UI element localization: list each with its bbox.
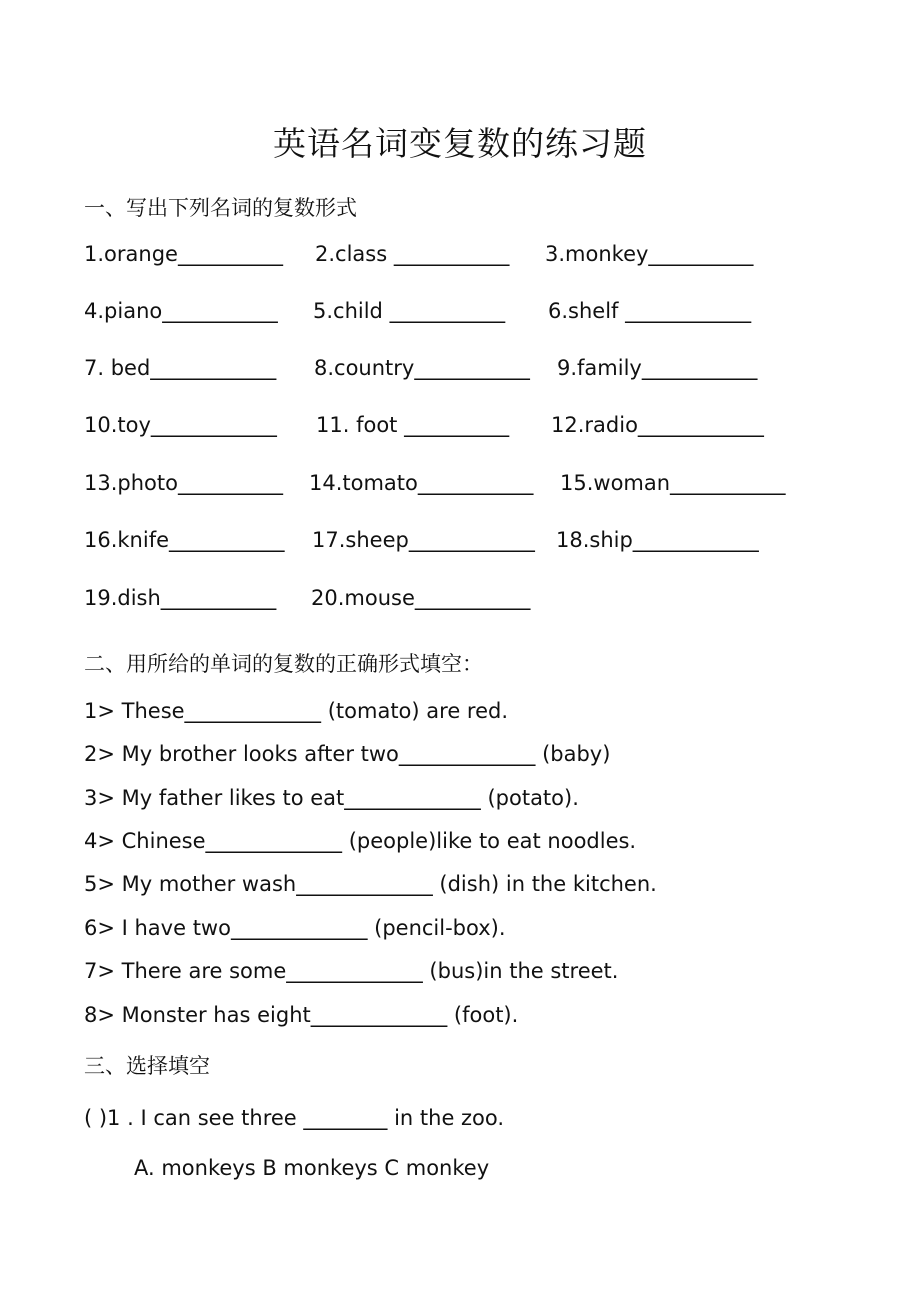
noun-item-17: 17.sheep____________ — [312, 528, 535, 552]
section2-heading: 二、用所给的单词的复数的正确形式填空： — [84, 652, 483, 676]
section3-heading: 三、选择填空 — [84, 1054, 210, 1078]
fill-sentence-6: 6> I have two_____________ (pencil-box). — [84, 916, 506, 940]
noun-item-5: 5.child ___________ — [313, 299, 506, 323]
noun-item-8: 8.country___________ — [314, 356, 530, 380]
noun-item-18: 18.ship____________ — [556, 528, 759, 552]
fill-sentence-5: 5> My mother wash_____________ (dish) in the kitchen. — [84, 872, 657, 896]
noun-item-20: 20.mouse___________ — [311, 586, 531, 610]
noun-item-1: 1.orange__________ — [84, 242, 283, 266]
noun-item-2: 2.class ___________ — [315, 242, 510, 266]
choice-options-1: A. monkeys B monkeys C monkey — [134, 1156, 490, 1180]
noun-item-13: 13.photo__________ — [84, 471, 283, 495]
noun-item-3: 3.monkey__________ — [545, 242, 754, 266]
noun-item-9: 9.family___________ — [557, 356, 758, 380]
fill-sentence-2: 2> My brother looks after two_____________ (baby) — [84, 742, 611, 766]
fill-sentence-4: 4> Chinese_____________ (people)like to eat noodles. — [84, 829, 637, 853]
noun-item-11: 11. foot __________ — [316, 413, 510, 437]
noun-item-6: 6.shelf ____________ — [548, 299, 752, 323]
fill-sentence-7: 7> There are some_____________ (bus)in the street. — [84, 959, 619, 983]
noun-item-7: 7. bed____________ — [84, 356, 277, 380]
fill-sentence-8: 8> Monster has eight_____________ (foot). — [84, 1003, 519, 1027]
noun-item-10: 10.toy____________ — [84, 413, 277, 437]
choice-question-1: ( )1 . I can see three ________ in the zoo. — [84, 1106, 505, 1130]
worksheet-title: 英语名词变复数的练习题 — [273, 124, 647, 163]
noun-item-12: 12.radio____________ — [551, 413, 764, 437]
noun-item-19: 19.dish___________ — [84, 586, 277, 610]
section1-heading: 一、写出下列名词的复数形式 — [84, 196, 357, 220]
fill-sentence-1: 1> These_____________ (tomato) are red. — [84, 699, 509, 723]
fill-sentence-3: 3> My father likes to eat_____________ (potato). — [84, 786, 579, 810]
noun-item-14: 14.tomato___________ — [309, 471, 534, 495]
noun-item-15: 15.woman___________ — [560, 471, 786, 495]
noun-item-4: 4.piano___________ — [84, 299, 278, 323]
noun-item-16: 16.knife___________ — [84, 528, 285, 552]
